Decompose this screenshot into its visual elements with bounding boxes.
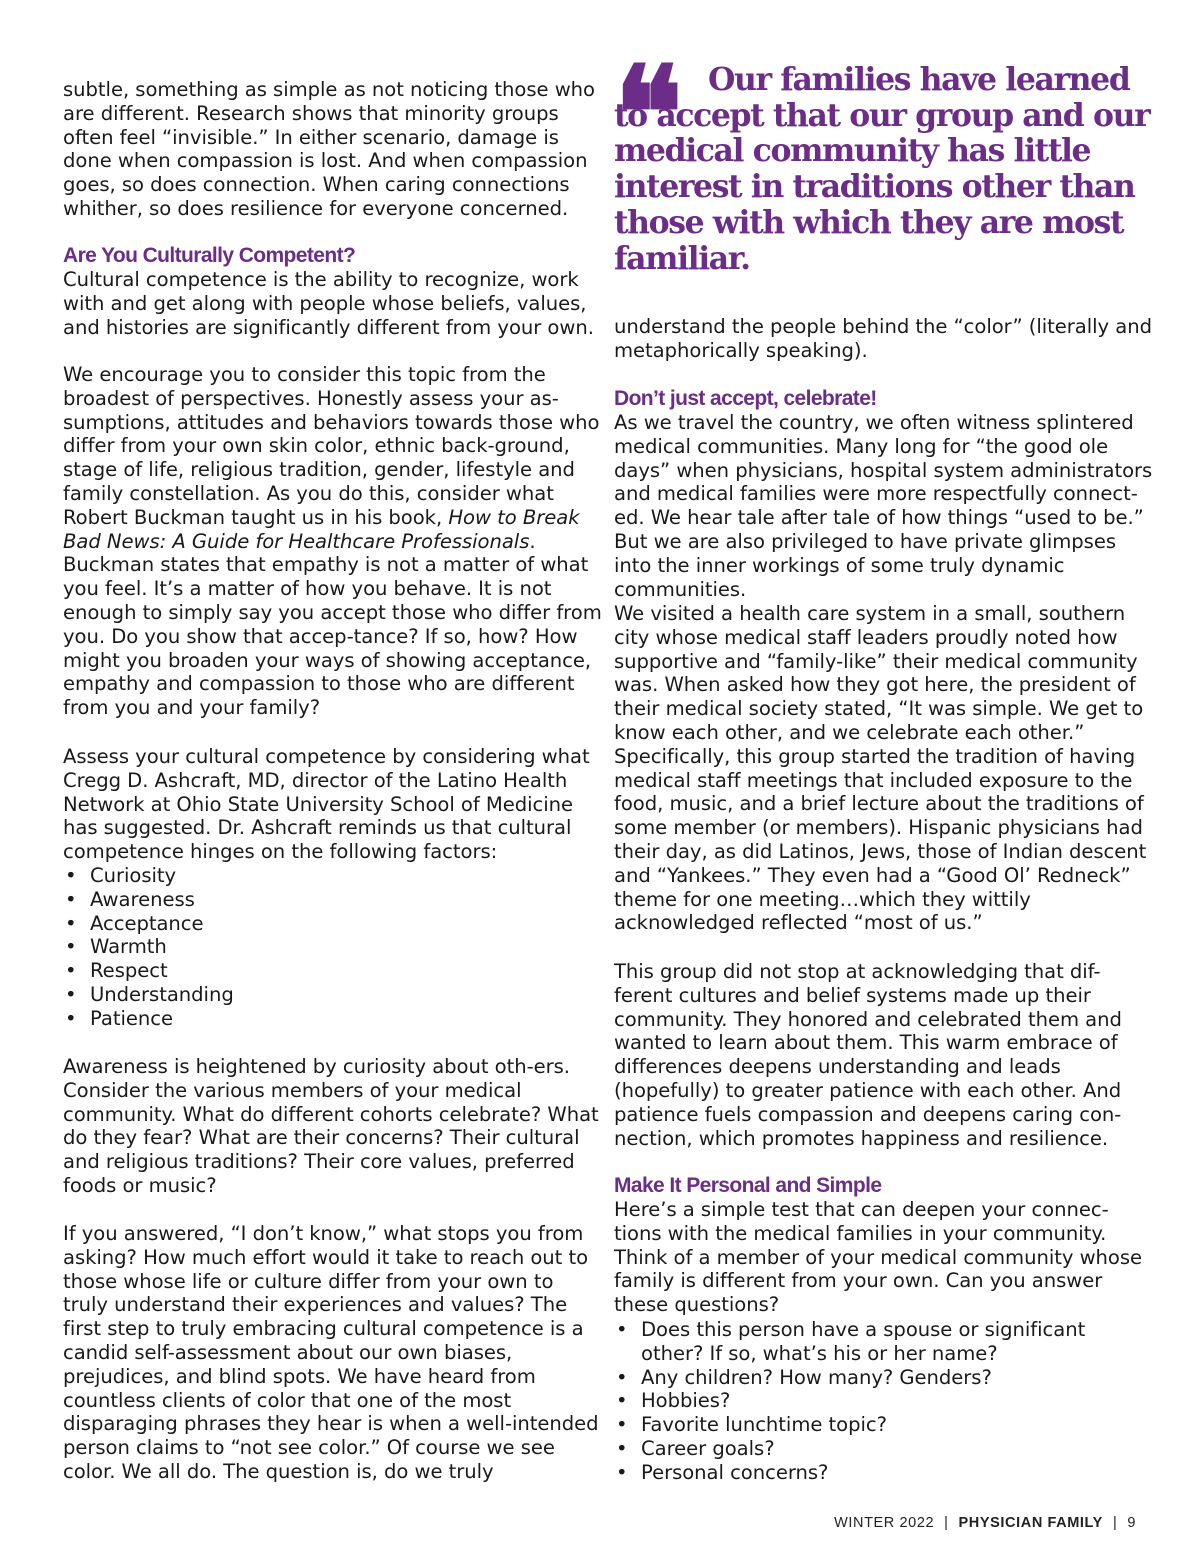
list-item: • Patience	[63, 1007, 603, 1031]
footer-separator: |	[1112, 1515, 1118, 1531]
list-item: • Career goals?	[614, 1437, 1134, 1461]
perspectives-paragraph	[63, 363, 603, 720]
definition-paragraph: Cultural competence is the ability to recognize, work with and get along with people whose beliefs, values, and histories are significantly different from your own.	[63, 268, 594, 339]
list-item: • Awareness	[63, 888, 603, 912]
heading-culturally-competent: Are You Culturally Competent?	[63, 244, 356, 267]
pull-quote	[614, 39, 1154, 277]
list-item: • Warmth	[63, 935, 603, 959]
intro-paragraph: subtle, something as simple as not noticing those who are different. Research shows that minority groups often feel “invisible.” In either scenario, damage is done when compassion is lost. And when compassion goes, so does connection. When caring connections whither, so does resilience for everyone concerned.	[63, 78, 595, 220]
perspectives-text-after: . Buckman states that empathy is not a matter of what you feel. It’s a matter of how you behave. It is not enough to simply say you accept those who differ from you. Do you show that accep-tance? If so, how? How might you broaden your ways of showing acceptance, empathy and compassion to those who are different from you and your family?	[63, 529, 602, 720]
southern-city-paragraph: We visited a health care system in a small, southern city whose medical staff leaders proudly noted how supportive and “family-like” their medical community was. When asked how they got here, the president of their medical society stated, “It was simple. We get to know each other, and we celebrate each other.” Specifically, this group started the tradition of having medical staff meetings that included exposure to the food, music, and a brief lecture about the traditions of some member (or members). Hispanic physicians had their day, as did Latinos, Jews, those of Indian descent and “Yankees.” They even had a “Good Ol’ Redneck” theme for one meeting…which they wittily acknowledged reflected “most of us.”	[614, 602, 1147, 935]
splintered-communities-paragraph: As we travel the country, we often witness splintered medical communities. Many long for “the good ole days” when physicians, hospital system administrators and medical families were more respectfully connect-ed. We hear tale after tale of how things “used to be.” But we are also privileged to have private glimpses into the inner workings of some truly dynamic communities.	[614, 411, 1153, 601]
list-item: • Does this person have a spouse or significant other? If so, what’s his or her name?	[614, 1318, 1134, 1366]
list-item: • Acceptance	[63, 912, 603, 936]
perspectives-text-before: We encourage you to consider this topic from the broadest of perspectives. Honestly assess your as-sumptions, attitudes and behaviors towards those who differ from your own skin color, ethnic back-ground, stage of life, religious tradition, gender, lifestyle and family constellation. As you do this, consider what Robert Buckman taught us in his book,	[63, 363, 600, 529]
list-item: • Personal concerns?	[614, 1461, 1134, 1485]
continuation-paragraph: understand the people behind the “color” (literally and metaphorically speaking).	[614, 315, 1152, 362]
pull-quote-text: to accept that our group and our medical community has little interest in traditions other than those with which they are most familiar.	[614, 96, 1150, 277]
assessment-paragraph: Assess your cultural competence by considering what Cregg D. Ashcraft, MD, director of the Latino Health Network at Ohio State University School of Medicine has suggested. Dr. Ashcraft reminds us that cultural competence hinges on the following factors:	[63, 745, 590, 864]
list-item: • Understanding	[63, 983, 603, 1007]
page-number: 9	[1127, 1515, 1136, 1531]
quote-mark-icon: ❝	[614, 39, 671, 189]
list-item: • Hobbies?	[614, 1389, 1134, 1413]
heading-celebrate: Don’t just accept, celebrate!	[614, 387, 877, 410]
self-assessment-paragraph: If you answered, “I don’t know,” what stops you from asking? How much effort would it take to reach out to those whose life or culture differ from your own to truly understand their experiences and values? The first step to truly embracing cultural competence is a candid self-assessment about our own biases, prejudices, and blind spots. We have heard from countless clients of color that one of the most disparaging phrases they hear is when a well-intended person claims to “not see color.” Of course we see color. We all do. The question is, do we truly	[63, 1222, 599, 1483]
publication-name: PHYSICIAN FAMILY	[958, 1515, 1103, 1531]
issue-label: WINTER 2022	[834, 1515, 935, 1531]
questions-list	[614, 1318, 1134, 1485]
awareness-paragraph: Awareness is heightened by curiosity about oth-ers. Consider the various members of your medical community. What do different cohorts celebrate? What do they fear? What are their concerns? Their cultural and religious traditions? Their core values, preferred foods or music?	[63, 1055, 599, 1197]
list-item: • Respect	[63, 959, 603, 983]
list-item: • Favorite lunchtime topic?	[614, 1413, 1134, 1437]
page-footer	[834, 1515, 1136, 1531]
group-celebration-paragraph: This group did not stop at acknowledging that dif-ferent cultures and belief systems made up their community. They honored and celebrated them and wanted to learn about them. This warm embrace of differences deepens understanding and leads (hopefully) to greater patience with each other. And patience fuels compassion and deepens caring con-nection, which promotes happiness and resilience.	[614, 960, 1122, 1150]
heading-personal-simple: Make It Personal and Simple	[614, 1174, 882, 1197]
pull-quote-first-line: Our families have learned	[708, 61, 1130, 98]
simple-test-paragraph: Here’s a simple test that can deepen your connec-tions with the medical families in your community. Think of a member of your medical community whose family is different from your own. Can you answer these questions?	[614, 1198, 1143, 1317]
book-title: How to Break Bad News: A Guide for Healthcare Professionals	[63, 505, 580, 553]
footer-separator: |	[944, 1515, 949, 1531]
factors-list	[63, 864, 603, 1031]
list-item: • Curiosity	[63, 864, 603, 888]
list-item: • Any children? How many? Genders?	[614, 1366, 1134, 1390]
